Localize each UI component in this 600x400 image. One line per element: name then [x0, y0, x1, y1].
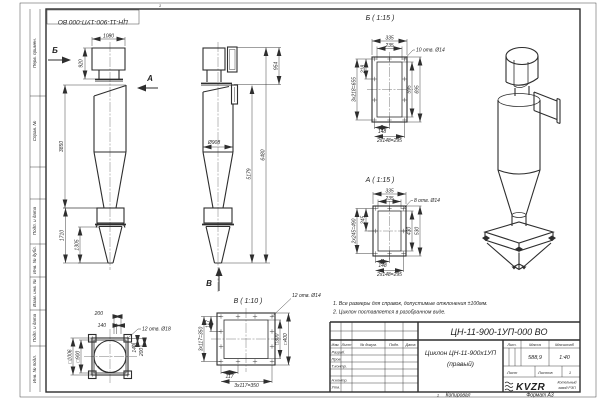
view-b-dim-218: 218	[360, 64, 367, 74]
view-a-dim-530: 530	[414, 226, 421, 236]
plan-dim-200-top: 200	[94, 311, 103, 317]
plan-dim-outer: □1006	[67, 349, 74, 364]
plan-dim-140-top: 140	[97, 323, 106, 329]
side-dim-5179: 5179	[246, 168, 253, 180]
margin-label-podp-data-2: Подп. и дата	[32, 313, 37, 343]
view-b-dim-335: 335	[385, 35, 394, 42]
tb-col-sign: Подп.	[388, 342, 400, 347]
tb-col-date: Дата	[405, 342, 416, 347]
note-line-2: 2. Циклон поставляется в разобранном виде.	[333, 309, 446, 316]
view-v-dim-bot-step: 117	[225, 374, 234, 380]
margin-label-perv-primen: Перв. примен.	[32, 38, 37, 68]
tb-col-izm: Изм.	[331, 342, 340, 347]
tb-row-utv: Утв.	[331, 385, 341, 390]
view-a-title: А ( 1:15 )	[365, 177, 395, 184]
view-a-dim-295: 2х148=295	[377, 272, 402, 278]
view-b-dim-295: 2х148=295	[377, 138, 402, 144]
tb-row-nkontr: Н.контр.	[331, 378, 348, 383]
tb-row-tkontr: Т.контр.	[331, 364, 347, 369]
tb-col-doc: № докум.	[360, 342, 377, 347]
view-a-holes-note: 8 отв. Ø14	[414, 198, 440, 204]
tb-sheet-label: Лист	[507, 370, 518, 375]
margin-label-vzam-inv: Взам. инв. №	[32, 279, 37, 307]
front-dim-1080: 1080	[102, 33, 115, 40]
plan-dim-140-right: 140	[132, 344, 138, 353]
view-b-dim-595: 595	[406, 85, 413, 94]
front-dim-3850: 3850	[59, 140, 65, 153]
side-dim-dia: Ø908	[207, 140, 221, 146]
view-a-dim-490: 2х245=490	[351, 218, 358, 244]
view-b-dim-235: 235	[385, 43, 394, 49]
view-a-dim-235: 235	[385, 196, 394, 202]
side-dim-6480: 6480	[260, 149, 267, 161]
margin-label-inv-podl: Инв. № подл.	[32, 355, 37, 383]
view-a-dim-430: 430	[406, 226, 413, 236]
view-arrow-v-label: В	[206, 279, 212, 288]
note-line-1: 1. Все размеры для справок, допустимые отклонения ±100мм.	[333, 301, 488, 307]
view-v-dim-left-span: 3х117=350	[198, 326, 205, 352]
side-dim-954: 954	[273, 61, 280, 71]
view-a-dim-335: 335	[385, 188, 394, 195]
tb-row-prov: Пров.	[331, 357, 342, 362]
view-b-dim-655: 3х218=655	[351, 77, 358, 102]
view-v-dim-bot-span: 3х117=350	[234, 383, 259, 389]
view-v-dim-outer: □400	[282, 333, 289, 345]
view-arrow-b-label: Б	[52, 46, 58, 55]
margin-label-inv-dubl: Инв. № дубл.	[32, 246, 37, 274]
tb-lit-label: Лит.	[507, 341, 517, 347]
tb-scale-value: 1:40	[559, 355, 570, 361]
view-a-dim-245: 245	[360, 215, 367, 225]
front-dim-1305: 1305	[74, 239, 81, 251]
tb-sheets-label: Листов	[538, 370, 553, 375]
view-v-dim-inner: □300	[274, 333, 281, 345]
front-dim-920: 920	[78, 59, 85, 68]
zone-mark-bottom: 1	[436, 392, 440, 398]
tb-name-line2: (правый)	[447, 361, 474, 368]
zone-mark-top: 1	[158, 3, 162, 8]
plan-dim-inner: □900	[75, 350, 82, 363]
footer-format: Формат А3	[526, 392, 554, 399]
tb-sheets-value: 1	[568, 370, 572, 375]
tb-designation: ЦН-11-900-1УП-000 ВО	[450, 327, 548, 337]
stamp-designation-rotated: ЦН-11-900-1УП-000 ВО	[57, 18, 129, 25]
view-b-dim-695: 695	[414, 85, 421, 94]
margin-label-podp-data-1: Подп. и дата	[32, 206, 37, 236]
view-b-dim-148: 148	[377, 129, 387, 135]
view-a-dim-148: 148	[378, 263, 387, 269]
footer-kopiroval: Копировал	[445, 392, 471, 399]
tb-row-razrab: Разраб.	[331, 350, 346, 355]
view-b-title: Б ( 1:15 )	[365, 15, 395, 22]
margin-label-sprav: Справ. №	[32, 120, 37, 142]
view-arrow-a-label: А	[147, 74, 153, 83]
company-logo	[505, 382, 546, 393]
tb-mass-label: Масса	[529, 341, 541, 347]
tb-mass-value: 588,9	[528, 355, 542, 361]
view-v-title: В ( 1:10 )	[233, 298, 263, 305]
view-b-holes-note: 10 отв. Ø14	[416, 47, 445, 54]
logo-text: KVZR	[516, 382, 546, 393]
plan-holes-note: 12 отв. Ø18	[142, 326, 171, 333]
plan-dim-200-right: 200	[139, 347, 145, 357]
front-dim-1710: 1710	[59, 229, 66, 242]
tb-name-line1: Циклон ЦН-11-900х1УП	[424, 350, 497, 357]
tb-company-line1: Котельный	[557, 380, 577, 385]
tb-scale-label: Масштаб	[555, 341, 574, 347]
view-v-holes-note: 12 отв. Ø14	[292, 293, 321, 299]
tb-company-line2: завод РЭП	[558, 386, 576, 390]
view-v-dim-left-step: 117	[205, 320, 212, 328]
tb-col-list: Лист	[341, 342, 352, 347]
